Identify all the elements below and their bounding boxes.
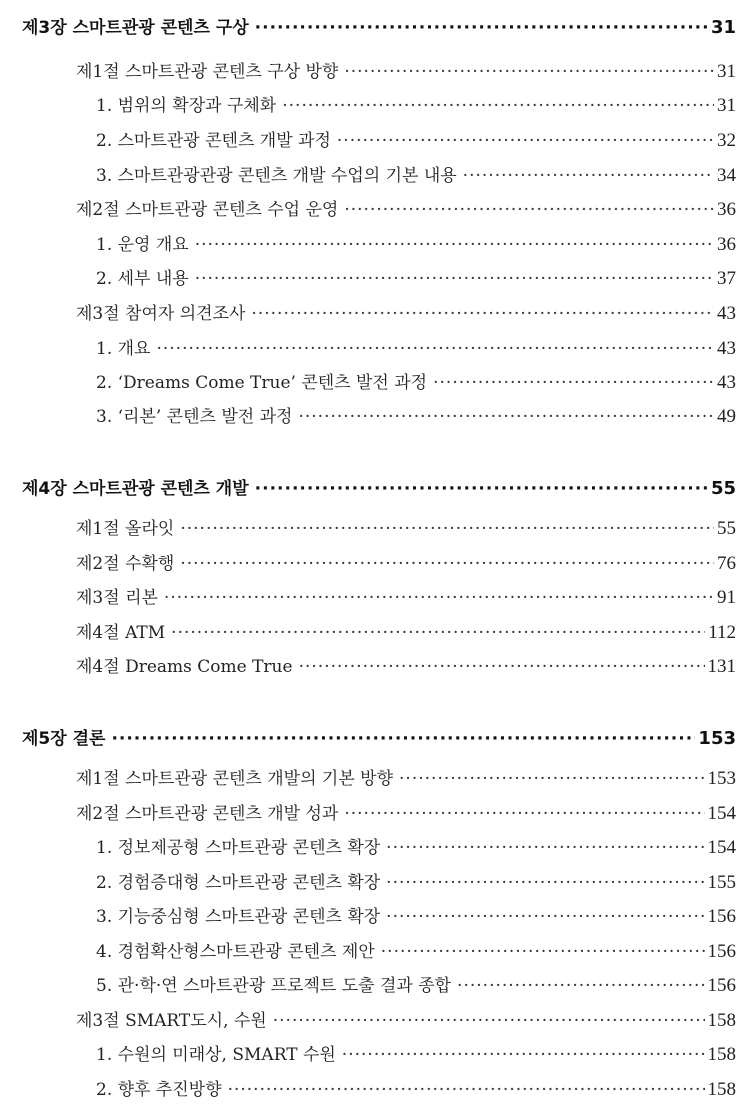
dot-leader [156, 332, 714, 366]
toc-subsection[interactable] [96, 900, 736, 934]
toc-subsection[interactable] [96, 332, 736, 366]
dot-leader [344, 797, 704, 831]
toc-title: 2. 향후 추진방향 [96, 1080, 222, 1100]
dot-leader [386, 900, 704, 934]
toc-section[interactable] [76, 297, 736, 331]
toc-page-number: 153 [698, 728, 736, 749]
toc-subsection[interactable] [96, 866, 736, 900]
toc-title: 3. 기능중심형 스마트관광 콘텐츠 확장 [96, 907, 381, 927]
toc-title: 3. ‘리본’ 콘텐츠 발전 과정 [96, 407, 293, 427]
toc-page-number: 158 [707, 1079, 736, 1100]
toc-chapter[interactable] [22, 722, 736, 756]
toc-title: 2. 경험증대형 스마트관광 콘텐츠 확장 [96, 873, 381, 893]
toc-title: 제3절 참여자 의견조사 [76, 304, 246, 324]
toc-title: 제3절 SMART도시, 수원 [76, 1011, 267, 1031]
dot-leader [386, 831, 704, 865]
toc-title: 제4절 ATM [76, 623, 166, 643]
toc-section[interactable] [76, 797, 736, 831]
dot-leader [457, 969, 704, 1003]
toc-page-number: 156 [707, 906, 736, 927]
dot-leader [337, 124, 714, 158]
toc-title: 2. ‘Dreams Come True’ 콘텐츠 발전 과정 [96, 373, 428, 393]
toc-section[interactable] [76, 581, 736, 615]
toc-page-number: 43 [717, 372, 736, 393]
toc-title: 제3절 리본 [76, 588, 158, 608]
toc-title: 2. 스마트관광 콘텐츠 개발 과정 [96, 131, 331, 151]
dot-leader [299, 650, 705, 684]
dot-leader [433, 366, 714, 400]
toc-section[interactable] [76, 1004, 736, 1038]
dot-leader [386, 866, 704, 900]
toc-subsection[interactable] [96, 159, 736, 193]
toc-subsection[interactable] [96, 831, 736, 865]
toc-page-number: 76 [717, 553, 736, 574]
toc-title: 2. 세부 내용 [96, 269, 189, 289]
dot-leader [463, 159, 714, 193]
dot-leader [164, 581, 714, 615]
toc-section[interactable] [76, 650, 736, 684]
toc-title: 제2절 스마트관광 콘텐츠 수업 운영 [76, 200, 339, 220]
dot-leader [180, 547, 714, 581]
toc-section[interactable] [76, 55, 736, 89]
toc-page-number: 91 [717, 587, 736, 608]
dot-leader [399, 762, 704, 796]
toc-page-number: 31 [710, 17, 736, 38]
toc-page-number: 43 [717, 303, 736, 324]
toc-title: 제2절 스마트관광 콘텐츠 개발 성과 [76, 804, 339, 824]
toc-subsection[interactable] [96, 935, 736, 969]
toc-page-number: 49 [717, 406, 736, 427]
toc-subsection[interactable] [96, 228, 736, 262]
toc-page-number: 154 [707, 837, 736, 858]
dot-leader [273, 1004, 705, 1038]
dot-leader [344, 193, 714, 227]
toc-page-number: 112 [708, 622, 736, 643]
toc-page-number: 55 [717, 518, 736, 539]
toc-page-number: 158 [707, 1044, 736, 1065]
toc-title: 제2절 수확행 [76, 554, 175, 574]
toc-title: 제3장 스마트관광 콘텐츠 구상 [22, 18, 249, 38]
dot-leader [342, 1038, 705, 1072]
toc-page-number: 156 [707, 941, 736, 962]
toc-title: 1. 운영 개요 [96, 235, 189, 255]
toc-page-number: 31 [717, 61, 736, 82]
toc-title: 제1절 올라잇 [76, 519, 175, 539]
toc-page-number: 31 [717, 95, 736, 116]
toc-page-number: 32 [717, 130, 736, 151]
toc-subsection[interactable] [96, 124, 736, 158]
dot-leader [381, 935, 705, 969]
toc-title: 제4절 Dreams Come True [76, 657, 293, 677]
dot-leader [251, 297, 714, 331]
toc-title: 제1절 스마트관광 콘텐츠 구상 방향 [76, 62, 339, 82]
dot-leader [255, 472, 708, 506]
toc-subsection[interactable] [96, 400, 736, 434]
toc-section[interactable] [76, 193, 736, 227]
toc-page-number: 158 [707, 1010, 736, 1031]
toc-page-number: 43 [717, 338, 736, 359]
toc-page-number: 36 [717, 199, 736, 220]
toc-chapter[interactable] [22, 472, 736, 506]
toc-title: 1. 수원의 미래상, SMART 수원 [96, 1045, 336, 1065]
toc-title: 1. 개요 [96, 339, 151, 359]
toc-section[interactable] [76, 616, 736, 650]
toc-page-number: 131 [707, 656, 736, 677]
toc-subsection[interactable] [96, 89, 736, 123]
toc-title: 1. 정보제공형 스마트관광 콘텐츠 확장 [96, 838, 381, 858]
toc-title: 제1절 스마트관광 콘텐츠 개발의 기본 방향 [76, 769, 394, 789]
toc-subsection[interactable] [96, 366, 736, 400]
toc-title: 1. 범위의 확장과 구체화 [96, 96, 277, 116]
toc-title: 제5장 결론 [22, 729, 106, 749]
toc-page-number: 156 [707, 975, 736, 996]
dot-leader [111, 722, 695, 756]
toc-title: 제4장 스마트관광 콘텐츠 개발 [22, 479, 249, 499]
toc-title: 5. 관·학·연 스마트관광 프로젝트 도출 결과 종합 [96, 976, 452, 996]
toc-subsection[interactable] [96, 1073, 736, 1107]
toc-section[interactable] [76, 762, 736, 796]
toc-page-number: 55 [710, 478, 736, 499]
dot-leader [171, 616, 705, 650]
dot-leader [298, 400, 714, 434]
toc-subsection[interactable] [96, 262, 736, 296]
dot-leader [228, 1073, 705, 1107]
dot-leader [344, 55, 714, 89]
toc-title: 4. 경험확산형스마트관광 콘텐츠 제안 [96, 942, 375, 962]
toc-section[interactable] [76, 512, 736, 546]
dot-leader [255, 11, 708, 45]
dot-leader [195, 228, 714, 262]
toc-page-number: 37 [717, 268, 736, 289]
toc-page-number: 155 [707, 872, 736, 893]
dot-leader [282, 89, 714, 123]
toc-subsection[interactable] [96, 1038, 736, 1072]
dot-leader [180, 512, 714, 546]
toc-page-number: 34 [717, 165, 736, 186]
toc-page-number: 36 [717, 234, 736, 255]
toc-title: 3. 스마트관광관광 콘텐츠 개발 수업의 기본 내용 [96, 166, 457, 186]
toc-page-number: 153 [707, 768, 736, 789]
toc-subsection[interactable] [96, 969, 736, 1003]
toc-page-number: 154 [707, 803, 736, 824]
toc-section[interactable] [76, 547, 736, 581]
dot-leader [195, 262, 714, 296]
toc-chapter[interactable] [22, 11, 736, 45]
